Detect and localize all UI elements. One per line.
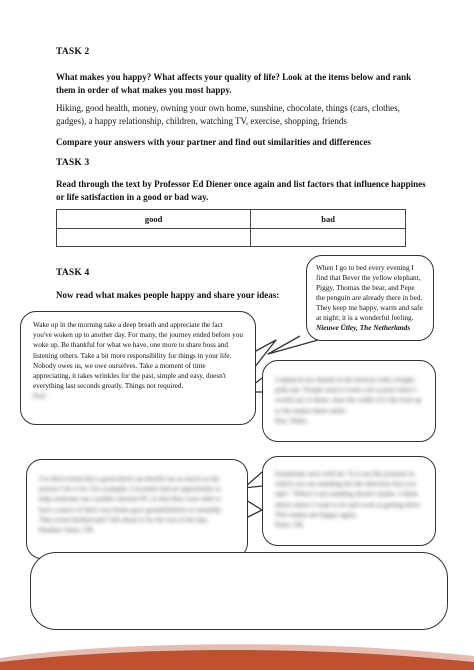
- bubble-top-right-text: When I go to bed every evening I find that Bever the yellow elephant, Piggy, Thomas the bear, and Pepe the penguin are already there in bed. They keep me happy, warm and safe at night; it is a wonderful feeling.: [316, 263, 423, 322]
- bubble-left-first-credit: Paul: [33, 392, 46, 401]
- speech-bubble-left-second: [26, 459, 248, 559]
- bad-header: bad: [251, 210, 406, 229]
- footer-wave-decoration: [0, 636, 474, 670]
- bubble-bottom-text: [31, 553, 447, 569]
- speech-bubble-right-lower: [262, 456, 436, 546]
- good-cell[interactable]: [57, 229, 251, 247]
- good-header: good: [57, 210, 251, 229]
- task2-compare: Compare your answers with your partner and find out similarities and differences: [56, 137, 371, 147]
- bad-cell[interactable]: [251, 229, 406, 247]
- bubble-right-middle-text: I replaced my thumb in the festival with a bright pink one. People used to look a bit scared when I would say to them, raise the width of it the look up to the makes them smile.: [275, 376, 422, 415]
- bubble-right-lower-credit: Peter, UK: [275, 521, 304, 530]
- bubble-right-middle-credit: Rae, Wales: [275, 416, 308, 425]
- bubble-top-right-credit: Nieuwe Ütley, The Netherlands: [316, 323, 411, 332]
- speech-bubble-left-first: [20, 311, 256, 425]
- task3-instruction: Read through the text by Professor Ed Diener once again and list factors that influence happines or life satisfaction in a good or bad way.: [56, 179, 426, 202]
- good-bad-table: [56, 209, 406, 247]
- task3-heading: TASK 3: [56, 158, 90, 168]
- task4-instruction: Now read what makes people happy and share your ideas:: [56, 290, 280, 300]
- bubble-left-first-text: Wake up in the morning take a deep breath and appreciate the fact you've woken up to another day. For many, the journey ended before you woke up. Be thankful for what we have, one more to share boss and listening others. Take a bit more responsibility for things in your life. Nobody owes us, we owe ourselves. Take a moment of time appreciating, it takes wrinkles for the past, simple and easy, doesn't everything last seconds greatly. Things not required.: [33, 321, 243, 391]
- speech-bubble-top-right: [306, 255, 434, 341]
- task2-items: Hiking, good health, money, owning your own home, sunshine, chocolate, things (cars, clothes, gadges), a happy relationship, children, watching TV, exercise, shopping, friends: [56, 103, 400, 126]
- task2-heading: TASK 2: [56, 47, 90, 57]
- bubble-right-lower-text: Somebody once told me "It is not the position in which you are standing but the direction that you take". Where I am standing doesn't matter. I think about where I want to be and work at getting there. This makes me happy again.: [275, 470, 422, 519]
- speech-bubble-bottom-empty[interactable]: [30, 552, 448, 630]
- bubble-left-second-credit: Heather Jones, UK: [39, 526, 94, 535]
- task2-question: What makes you happy? What affects your quality of life? Look at the items below and rank them in order of what makes you most happy.: [56, 72, 412, 95]
- task4-heading: TASK 4: [56, 268, 90, 278]
- bubble-left-second-text: I've discovered that a good deed can benefit me as much as the person I do it for. For example, I recently had an opportunity to help someone use a public internet PC so that they were able to have a piece of their own home gave grandchildren so instantly. That event thrilled and I felt about it for the rest of the day.: [39, 475, 223, 524]
- speech-bubble-right-middle: [262, 360, 436, 442]
